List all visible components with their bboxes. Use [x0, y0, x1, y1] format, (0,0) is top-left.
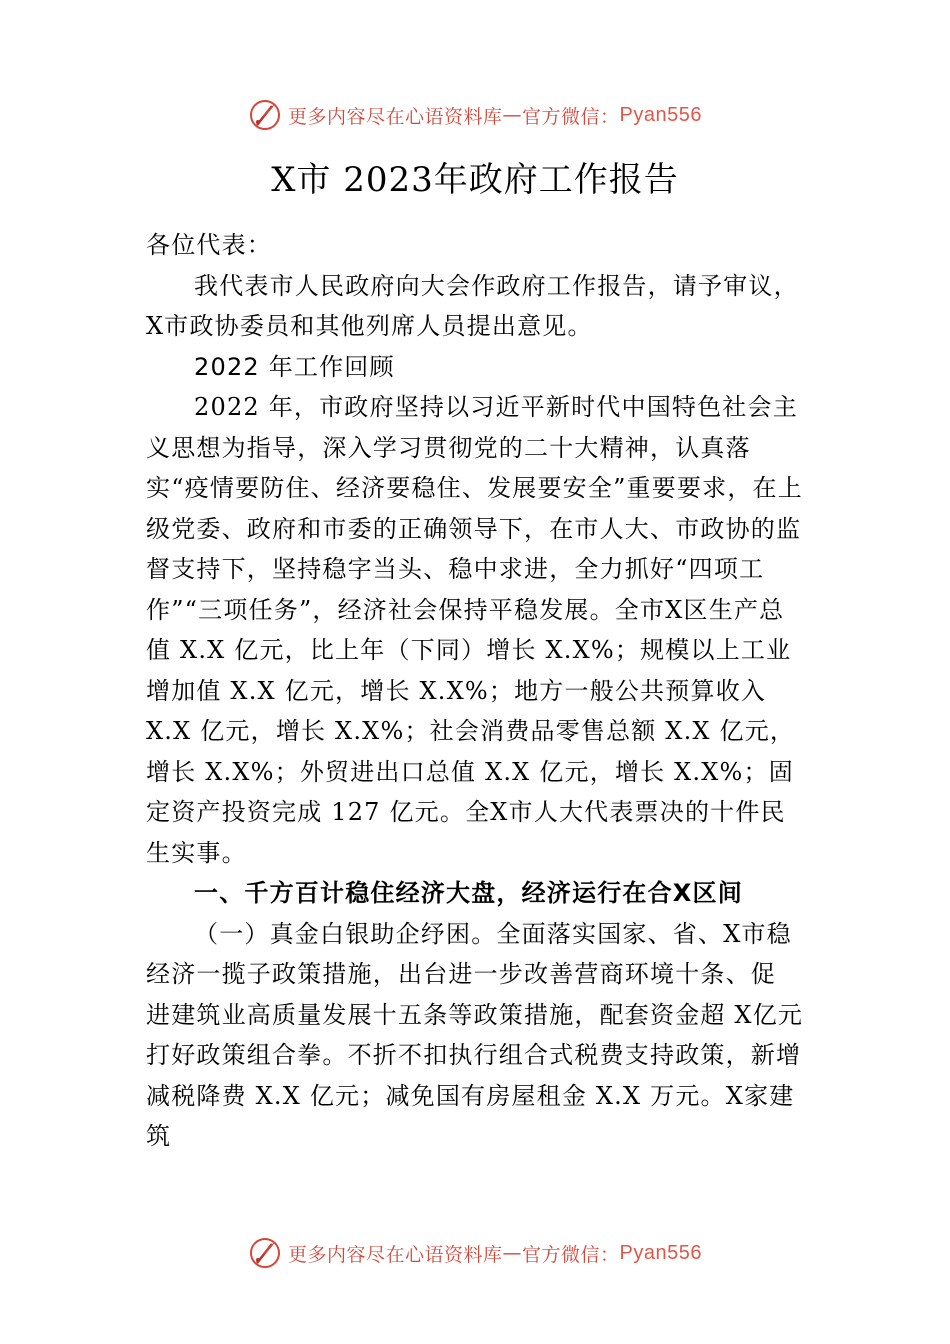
banner-wechat-label: 官方微信：: [522, 105, 620, 128]
document-body: [146, 225, 806, 1157]
banner-wechat-id: Pyan556: [619, 1241, 702, 1264]
section-1-heading: 一、千方百计稳住经济大盘，经济运行在合X区间: [194, 879, 743, 907]
document-title: X市 2023年政府工作报告: [271, 160, 679, 200]
quill-logo-icon: [248, 1236, 282, 1270]
banner-separator: —: [502, 1242, 523, 1264]
section-1-paragraph: （一）真金白银助企纾困。全面落实国家、省、X市稳经济一揽子政策措施，出台进一步改善营商环境十条、促 进建筑业高质量发展十五条等政策措施，配套资金超 X亿元打好政策组合拳。不折不扣执行组合式税费支持政策，新增减税降费 X.X 亿元；减免国有房屋租金 X.X 万元。X家建筑: [146, 919, 804, 1150]
footer-banner: [0, 1233, 950, 1273]
banner-separator: —: [502, 104, 523, 126]
banner-wechat-label: 官方微信：: [522, 1243, 620, 1266]
intro-paragraph: 我代表市人民政府向大会作政府工作报告，请予审议，X市政协委员和其他列席人员提出意见。: [146, 271, 799, 340]
review-heading: 2022 年工作回顾: [194, 352, 395, 381]
header-banner: [0, 95, 950, 135]
banner-wechat-id: Pyan556: [619, 103, 702, 126]
review-paragraph: 2022 年，市政府坚持以习近平新时代中国特色社会主义思想为指导，深入学习贯彻党的二十大精神，认真落实“疫情要防住、经济要稳住、发展要安全”重要要求，在上级党委、政府和市委的正确领导下，在市人大、市政协的监督支持下，坚持稳字当头、稳中求进，全力抓好“四项工作”“三项任务”，经济社会保持平稳发展。全市X区生产总值 X.X 亿元，比上年（下同）增长 X.X%；规模以上工业增加值 X.X 亿元，增长 X.X%；地方一般公共预算收入 X.X 亿元，增长 X.X%；社会消费品零售总额 X.X 亿元，增长 X.X%；外贸进出口总值 X.X 亿元，增长 X.X%；固定资产投资完成 127 亿元。全X市人大代表票决的十件民生实事。: [146, 393, 803, 867]
banner-slogan: 更多内容尽在心语资料库: [288, 105, 503, 128]
quill-logo-icon: [248, 98, 282, 132]
banner-slogan: 更多内容尽在心语资料库: [288, 1243, 503, 1266]
salutation: 各位代表：: [146, 231, 272, 259]
